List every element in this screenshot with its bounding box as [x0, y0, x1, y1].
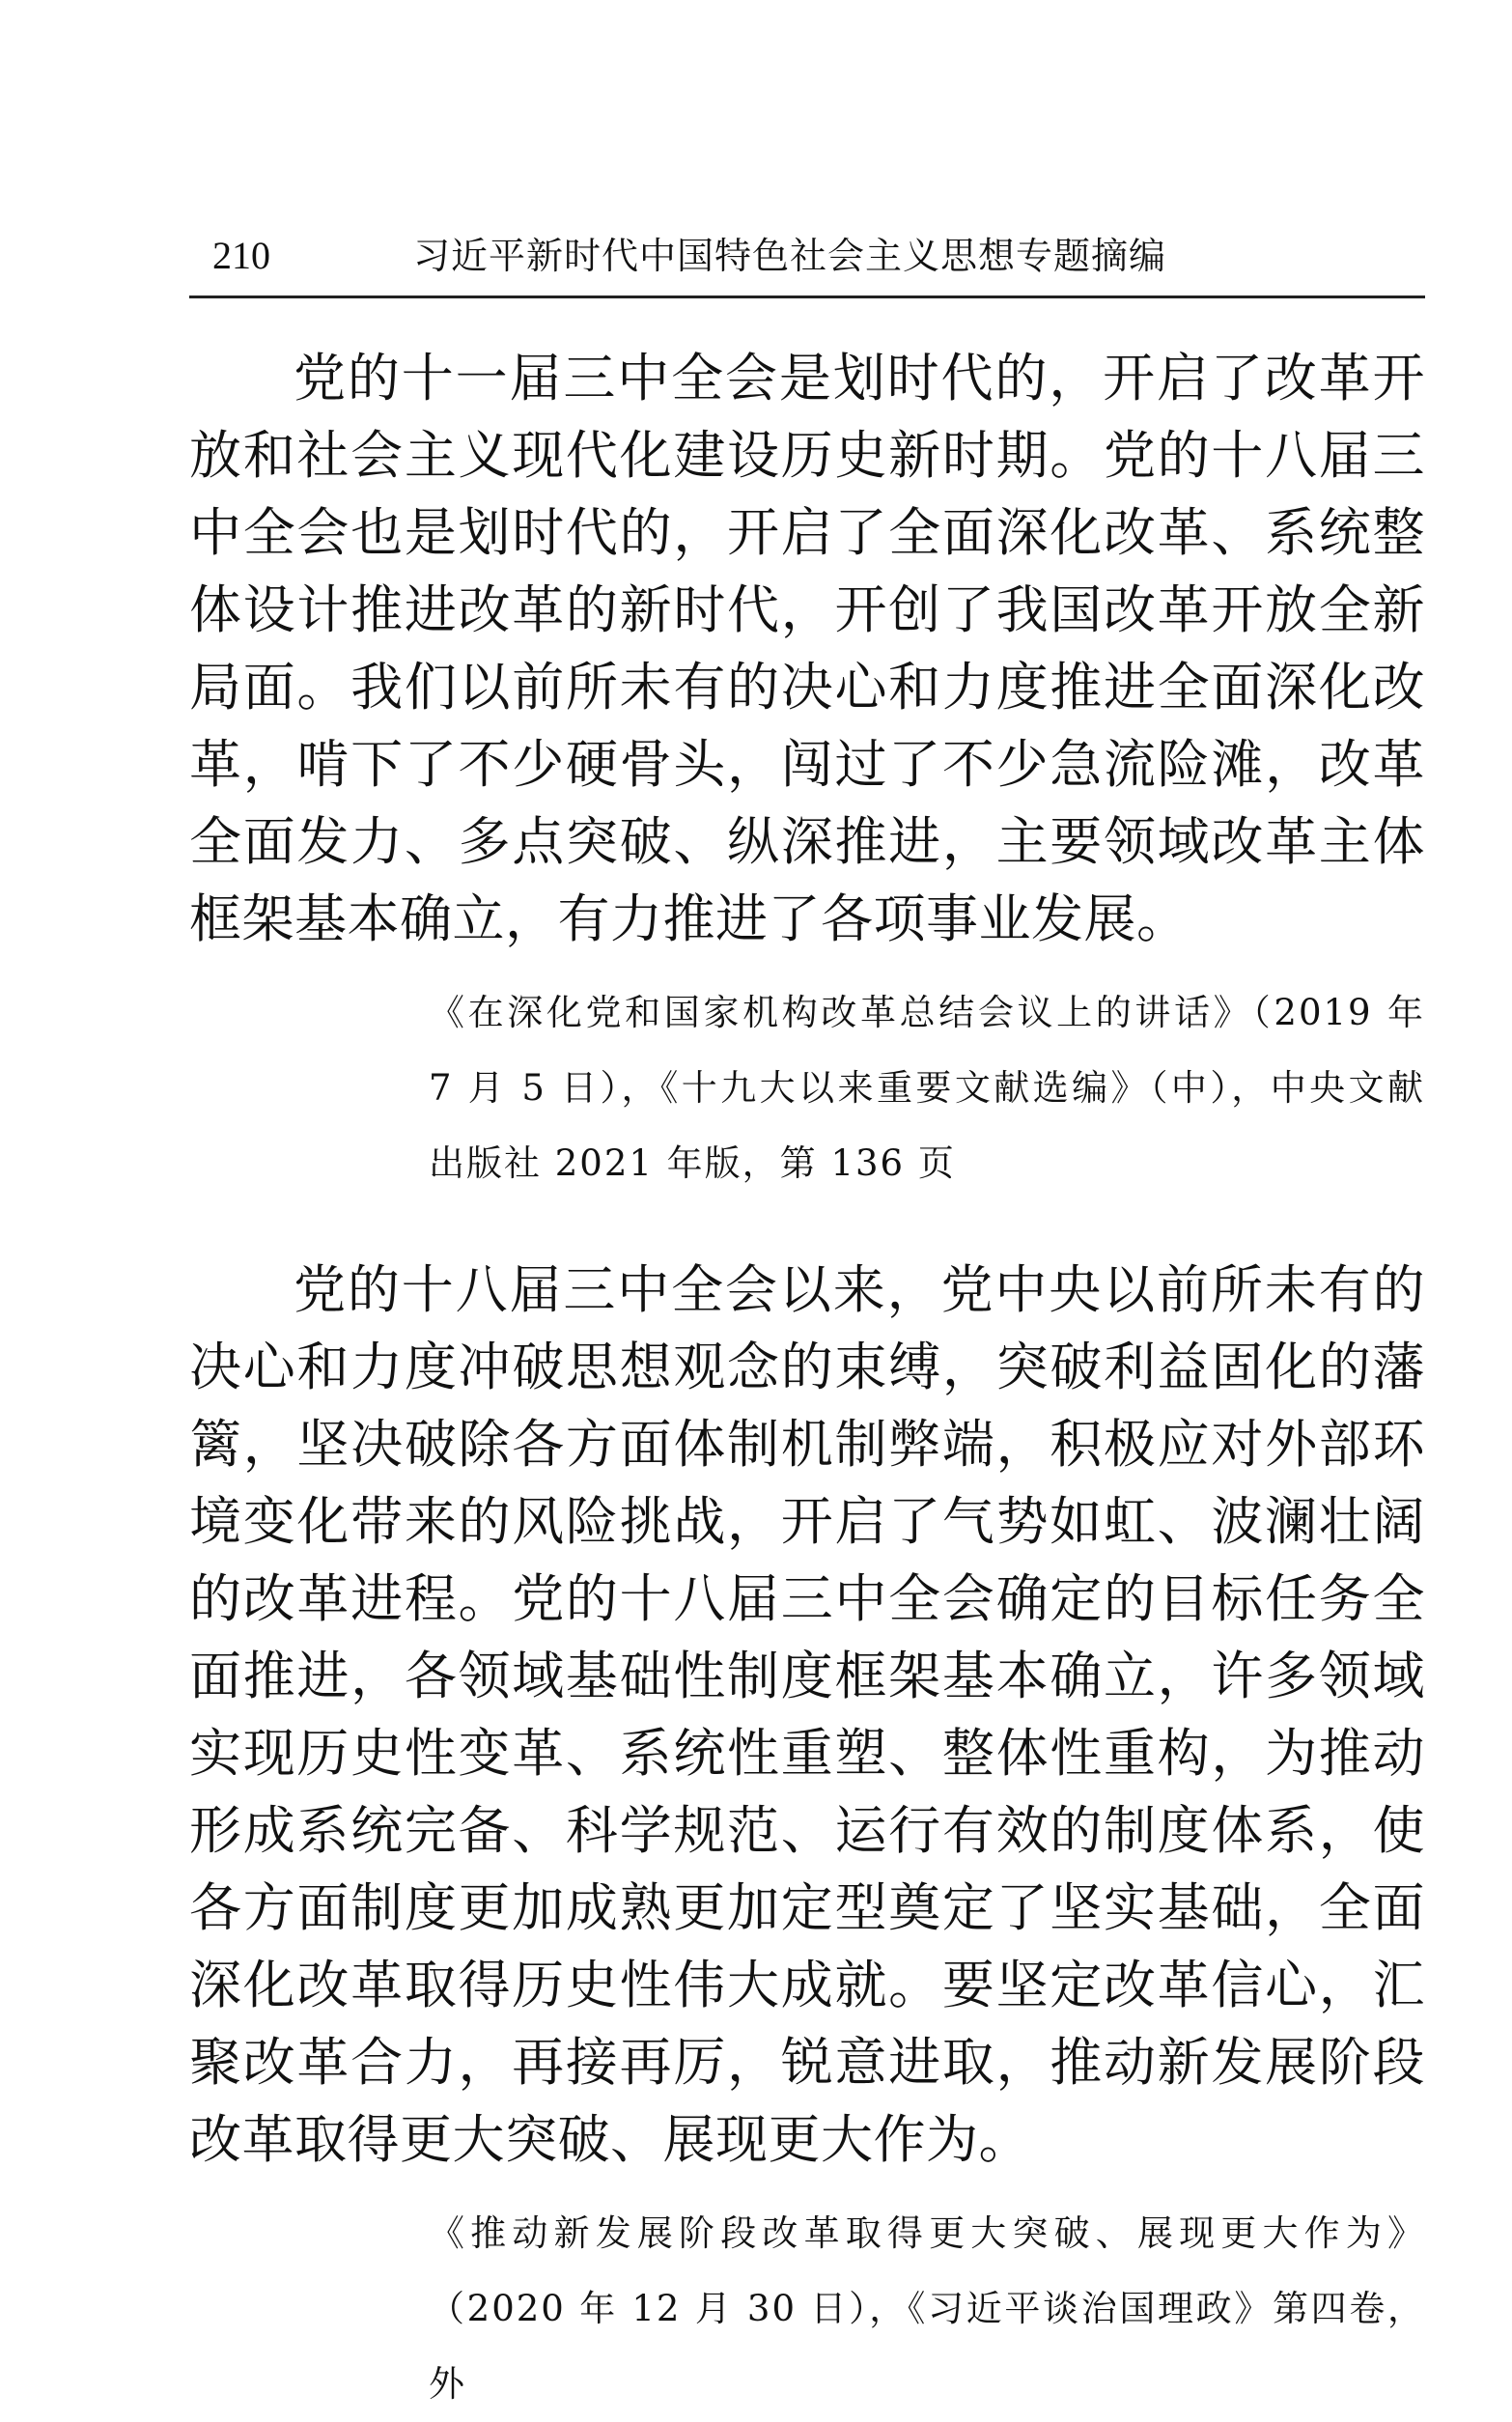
citation-1: 《在深化党和国家机构改革总结会议上的讲话》（2019 年 7 月 5 日），《十九大以来重要文献选编》（中），中央文献出版社 2021 年版，第 136 页: [429, 992, 1425, 1184]
page-number: 210: [212, 234, 270, 277]
quote-section-2: [189, 1252, 1425, 2422]
quote-paragraph-1: 党的十一届三中全会是划时代的，开启了改革开放和社会主义现代化建设历史新时期。党的十八届三中全会也是划时代的，开启了全面深化改革、系统整体设计推进改革的新时代，开创了我国改革开放全新局面。我们以前所未有的决心和力度推进全面深化改革，啃下了不少硬骨头，闯过了不少急流险滩，改革全面发力、多点突破、纵深推进，主要领域改革主体框架基本确立，有力推进了各项事业发展。: [189, 348, 1425, 949]
page-header: [189, 228, 1425, 298]
quote-section-1: [189, 340, 1425, 1201]
citation-2: 《推动新发展阶段改革取得更大突破、展现更大作为》（2020 年 12 月 30 日），《习近平谈治国理政》第四卷，外: [429, 2212, 1425, 2405]
running-title: 习近平新时代中国特色社会主义思想专题摘编: [413, 235, 1167, 277]
quote-paragraph-2: 党的十八届三中全会以来，党中央以前所未有的决心和力度冲破思想观念的束缚，突破利益固化的藩篱，坚决破除各方面体制机制弊端，积极应对外部环境变化带来的风险挑战，开启了气势如虹、波澜壮阔的改革进程。党的十八届三中全会确定的目标任务全面推进，各领域基础性制度框架基本确立，许多领域实现历史性变革、系统性重塑、整体性重构，为推动形成系统完备、科学规范、运行有效的制度体系，使各方面制度更加成熟更加定型奠定了坚实基础，全面深化改革取得历史性伟大成就。要坚定改革信心，汇聚改革合力，再接再厉，锐意进取，推动新发展阶段改革取得更大突破、展现更大作为。: [189, 1259, 1425, 2170]
